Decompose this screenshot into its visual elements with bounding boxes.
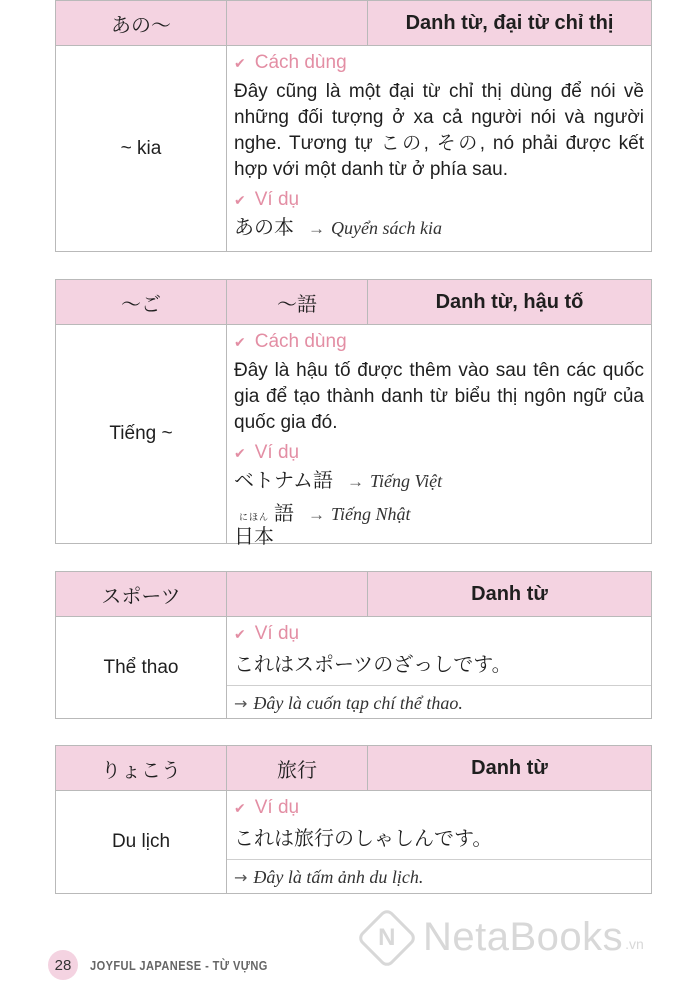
- entry-type: Danh từ, hậu tố: [435, 290, 584, 313]
- entry-body: [56, 46, 651, 251]
- vocab-entry-go: [55, 279, 652, 548]
- usage-text: Đây cũng là một đại từ chỉ thị dùng để nói về những đối tượng ở xa cả người nói và người nghe. Tương tự この, その, nó phải được kết hợp với một danh từ ở phía sau.: [234, 81, 644, 180]
- entry-reading: りょこう: [56, 746, 227, 790]
- entry-meaning: Tiếng ~: [56, 325, 227, 543]
- example-japanese: ベトナム語: [234, 470, 333, 492]
- example-translation-row: [227, 859, 651, 891]
- example-item: [234, 466, 644, 497]
- entry-header: [56, 280, 651, 325]
- furigana-word: にほん 日本: [234, 512, 274, 548]
- entry-kanji: 旅行: [227, 746, 368, 790]
- publisher-logo-icon: N: [356, 906, 418, 968]
- entry-meaning: Du lịch: [56, 791, 227, 893]
- arrow-right-icon: →: [308, 505, 325, 524]
- usage-text: Đây là hậu tố được thêm vào sau tên các quốc gia để tạo thành danh từ biểu thị ngôn ngữ của quốc gia đó.: [234, 360, 644, 433]
- usage-label: ✔ Cách dùng: [234, 50, 644, 76]
- entry-header: [56, 1, 651, 46]
- book-title: JOYFUL JAPANESE - TỪ VỰNG: [90, 957, 268, 973]
- entry-body: [56, 617, 651, 718]
- entry-content: [227, 325, 651, 548]
- example-item: [234, 499, 644, 552]
- vocab-entry-ryokou: [55, 745, 652, 894]
- entry-content: [227, 791, 651, 893]
- example-label: ✔ Ví dụ: [234, 187, 644, 213]
- check-icon: ✔: [234, 445, 246, 461]
- example-translation: Tiếng Nhật: [331, 504, 411, 524]
- entry-kanji: [227, 1, 368, 45]
- arrow-right-icon: →: [234, 694, 248, 713]
- example-translation-row: [227, 685, 651, 717]
- example-sentence: これは旅行のしゃしんです。: [234, 828, 493, 850]
- entry-type: Danh từ: [471, 582, 548, 605]
- entry-body: [56, 325, 651, 548]
- entry-content: [227, 46, 651, 251]
- entry-body: [56, 791, 651, 893]
- example-japanese: にほん 日本 語: [234, 499, 294, 552]
- example-label: ✔ Ví dụ: [234, 795, 644, 821]
- page-footer: [48, 950, 299, 980]
- entry-header: [56, 572, 651, 617]
- usage-label: ✔ Cách dùng: [234, 329, 644, 355]
- example-translation: Đây là cuốn tạp chí thể thao.: [253, 693, 463, 713]
- vocab-entry-supootsu: [55, 571, 652, 719]
- example-item: [234, 213, 644, 244]
- example-label: ✔ Ví dụ: [234, 440, 644, 466]
- example-sentence: これはスポーツのざっしです。: [234, 654, 512, 676]
- entry-content: [227, 617, 651, 718]
- entry-meaning: Thể thao: [56, 617, 227, 718]
- entry-reading: スポーツ: [56, 572, 227, 616]
- check-icon: ✔: [234, 626, 246, 642]
- arrow-right-icon: →: [347, 472, 364, 491]
- arrow-right-icon: →: [234, 868, 248, 887]
- example-translation: Quyển sách kia: [331, 218, 442, 238]
- page-number: 28: [48, 950, 78, 980]
- entry-kanji: [227, 572, 368, 616]
- entry-meaning: ~ kia: [56, 46, 227, 251]
- vocab-entry-ano: [55, 0, 652, 252]
- entry-header: [56, 746, 651, 791]
- check-icon: ✔: [234, 192, 246, 208]
- entry-reading: あの〜: [56, 1, 227, 45]
- entry-kanji: 〜語: [227, 280, 368, 324]
- check-icon: ✔: [234, 55, 246, 71]
- check-icon: ✔: [234, 334, 246, 350]
- example-translation: Đây là tấm ảnh du lịch.: [253, 867, 424, 887]
- example-label: ✔ Ví dụ: [234, 621, 644, 647]
- example-japanese: あの本: [234, 217, 294, 239]
- example-translation: Tiếng Việt: [370, 471, 443, 491]
- entry-type: Danh từ: [471, 756, 548, 779]
- publisher-watermark: [365, 915, 644, 960]
- watermark-suffix: .vn: [625, 936, 644, 952]
- entry-reading: 〜ご: [56, 280, 227, 324]
- entry-type: Danh từ, đại từ chỉ thị: [405, 11, 614, 34]
- check-icon: ✔: [234, 800, 246, 816]
- furigana: にほん: [238, 512, 269, 522]
- arrow-right-icon: →: [308, 219, 325, 238]
- watermark-text: NetaBooks: [423, 915, 624, 959]
